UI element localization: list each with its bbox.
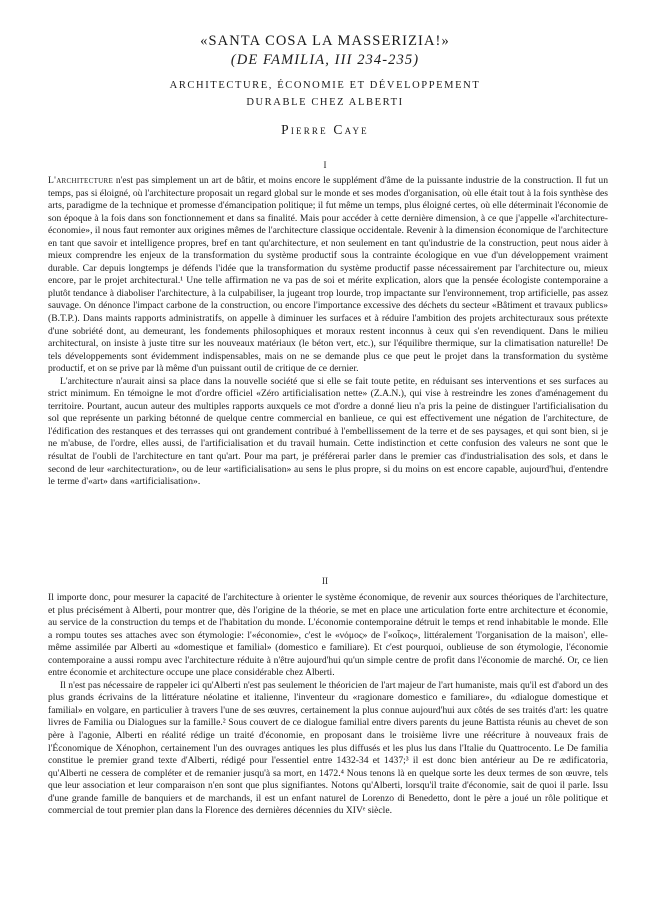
article-author: Pierre Caye xyxy=(281,122,369,137)
subtitle-text: (DE FAMILIA, III 234-235) xyxy=(230,52,420,68)
section-number-1: I xyxy=(323,160,327,170)
article-kicker-line-2: DURABLE CHEZ ALBERTI xyxy=(246,97,404,108)
paragraph xyxy=(48,175,608,376)
paragraph: Il importe donc, pour mesurer la capacité de l'architecture à orienter le système économique, de revenir aux sources théoriques de l'architecture, et plus précisément à Alberti, pour montrer que, dès l'origine de la théorie, se met en place une articulation forte entre architecture et économie, au service de la construction du temps et de l'habitation du monde. L'économie contemporaine détruit le temps et rend inhabitable le monde. Elle a rompu toutes ses attaches avec son étymologie: l'«économie», c'est le «νόμος» de l'«οἶκος», littéralement 'l'organisation de la maison', elle-même assimilée par Alberti au «domestique et familial» (domestico e familiare). Et c'est pourquoi, oublieuse de son étymologie, l'économie contemporaine a aussi rompu avec l'architecture réduite à n'être aujourd'hui qu'un simple centre de profit dans l'économie de marché. Or, ce lien entre économie et architecture occupe une place considérable chez Alberti. xyxy=(48,592,608,679)
paragraph: Il n'est pas nécessaire de rappeler ici qu'Alberti n'est pas seulement le théoricien de l'art majeur de l'art humaniste, mais qu'il est d'abord un des plus grands écrivains de la littérature néolatine et italienne, l'inventeur du «ragionare domestico e familiare», du «dialogue domestique et familial» en volgare, en particulier à travers l'une de ses œuvres, certainement la plus connue aujourd'hui aux côtés de ses traités d'art: les quatre livres de Familia ou Dialogues sur la famille.² Sous couvert de ce dialogue familial entre divers parents du jeune Battista réunis au chevet de son père à l'agonie, Alberti en réalité rédige un traité d'économie, en proposant dans le troisième livre une réécriture à nouveaux frais de l'Économique de Xénophon, certainement l'un des ouvrages antiques les plus diffusés et les plus lus dans l'Italie du Quattrocento. Le De familia constitue le premier grand texte d'Alberti, rédigé pour l'essentiel entre 1432-34 et 1437;³ il est donc bien antérieur au De re ædificatoria, qu'Alberti ne cessera de compléter et de remanier jusqu'à sa mort, en 1472.⁴ Nous tenons là en quelque sorte les deux termes de son œuvre, tels que leur association et leur comparaison n'en sont que plus signifiantes. Notons qu'Alberti, lorsqu'il traite d'économie, sait de quoi il parle. Issu d'une grande famille de banquiers et de marchands, il est un enfant naturel de Lorenzo di Benedetto, dont le père a joué un rôle politique et commercial de tout premier plan dans la Florence des dernières décennies du XIVᵉ siècle. xyxy=(48,679,608,817)
article-title: «SANTA COSA LA MASSERIZIA!» xyxy=(200,33,450,49)
section-1-body xyxy=(48,175,608,489)
paragraph-text: n'est pas simplement un art de bâtir, et moins encore le supplément d'âme de la puissante industrie de la construction. Il fut un temps, pas si éloigné, où l'architecture proposait un regard global sur le monde et ses modes d'organisation, où elle était tout à la fois synthèse des arts, paradigme de la technique et promesse d'émancipation politique; il fut même un temps, plus éloigné certes, où elle déterminait l'économie de son époque à la fois dans son fonctionnement et dans sa finalité. Mais pour accéder à cette dernière dimension, à ce que j'appelle «l'architecture-économie», il nous faut remonter aux origines mêmes de l'architecture classique occidentale. Revenir à la dimension économique de l'architecture en tant que savoir et intelligence propres, bref en tant qu'architecture, et non seulement en tant qu'industrie de la construction, peut nous aider à mieux comprendre les enjeux de la transformation du système productif sous la contrainte écologique en vue d'un développement vraiment durable. Car depuis longtemps je défends l'idée que la transformation du système productif passe nécessairement par l'architecture ou, mieux encore, par le projet architectural.¹ Une telle affirmation ne va pas de soi et mérite explication, alors que la pensée écologiste contemporaine a plutôt tendance à diaboliser l'architecture, à la culpabiliser, la jugeant trop lourde, trop impactante sur l'environnement, trop artificielle, pas assez sauvage. On dénonce l'impact carbone de la construction, ou encore l'importance excessive des déchets du secteur «Bâtiment et travaux publics» (B.T.P.). Dans maints rapports administratifs, on appelle à diminuer les surfaces et à réduire l'ambition des projets architecturaux sous prétexte d'une sobriété dont, au demeurant, les fondements philosophiques et moraux restent inconnus à ceux qui s'en revendiquent. Dans le milieu architectural, on insiste à juste titre sur les nouveaux matériaux (le béton vert, etc.), sur l'équilibre thermique, sur la climatisation naturelle! De tels développements sont évidemment indispensables, mais on ne se demande plus ce que peut le projet dans la transformation du système productif, et on se prive par là même d'un puissant outil de critique de ce dernier. xyxy=(48,175,608,375)
section-number-2: II xyxy=(322,576,328,586)
paragraph: L'architecture n'aurait ainsi sa place dans la nouvelle société que si elle se fait toute petite, en réduisant ses interventions et ses surfaces au strict minimum. En témoigne le mot d'ordre officiel «Zéro artificialisation nette» (Z.A.N.), qui vise à restreindre les zones d'aménagement du territoire. Pourtant, aucun auteur des multiples rapports auxquels ce mot d'ordre a donné lieu n'a pris la peine de distinguer l'artificialisation du sol que représente un parking bétonné de quelque centre commercial en banlieue, ce qui est effectivement une négation de l'architecture, de l'édification des restanques et des terrasses qui ont grandement contribué à l'embellissement de la terre et de ses paysages, et qui sont bien, si je ne m'abuse, de l'ordre, elles aussi, de l'artificialisation et du travail humain. Cette indistinction et cette confusion des valeurs ne sont que le résultat de l'oubli de l'architecture en tant qu'art. Pour ma part, je préférerai parler dans le premier cas d'industrialisation des sols, et dans le second de leur «architecturation», ou de leur «artificialisation» au sens le plus propre, si du moins on est encore capable, aujourd'hui, d'entendre le terme d'«art» dans «artificialisation». xyxy=(48,375,608,488)
lead-word: L'architecture xyxy=(48,175,114,186)
section-2-body xyxy=(48,592,608,818)
article-kicker-line-1: ARCHITECTURE, ÉCONOMIE ET DÉVELOPPEMENT xyxy=(169,80,481,91)
article-subtitle xyxy=(0,51,650,69)
